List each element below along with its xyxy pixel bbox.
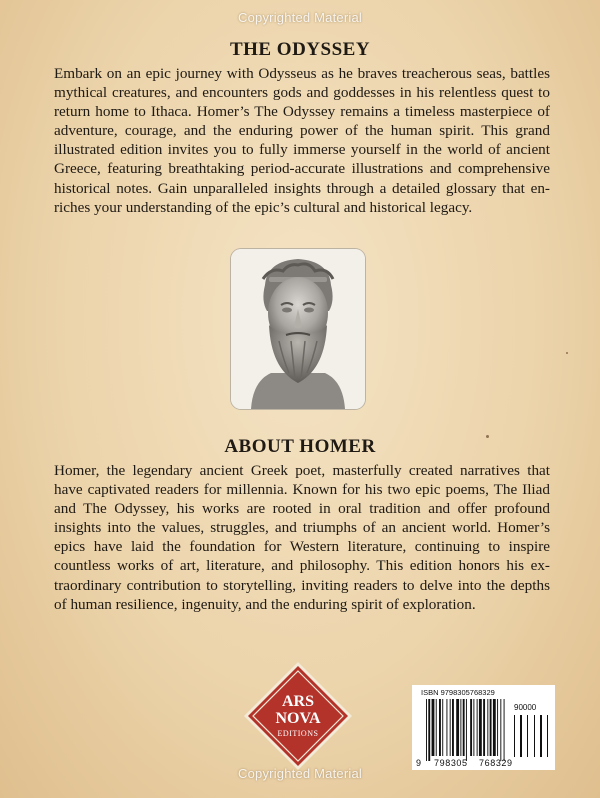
barcode-bar [500,699,501,761]
watermark-bottom: Copyrighted Material [238,766,362,781]
addon-bar [540,715,542,757]
barcode-bar [436,699,437,756]
logo-text-editions: EDITIONS [277,729,319,738]
barcode-bar [446,699,447,756]
logo-text-nova: NOVA [275,710,321,727]
publisher-logo-graphic [242,660,354,772]
barcode-bar [470,699,472,756]
about-homer-heading: ABOUT HOMER [224,436,376,457]
logo-text-ars: ARS [281,693,315,710]
barcode-bar [460,699,461,756]
addon-bar [527,715,528,757]
barcode-digits-left: 798305 [434,758,468,768]
homer-bust-image [231,249,365,409]
barcode-bar [473,699,474,756]
paper-speck [566,352,568,354]
barcode-bar [463,699,465,756]
barcode-bar [456,699,459,756]
barcode-digit-prefix: 9 [416,758,422,768]
odyssey-heading: THE ODYSSEY [229,39,371,60]
homer-bust-illustration [231,249,365,409]
ars-nova-logo [242,660,354,772]
addon-bar [514,715,515,757]
barcode-bar [483,699,485,756]
addon-bar [534,715,535,757]
isbn-barcode [412,685,555,770]
addon-bar [547,715,548,757]
barcode-bar [426,699,427,761]
barcode-bar [487,699,488,756]
barcode-bar [428,699,430,761]
barcode-bar [497,699,498,756]
barcode-digits-right: 768329 [479,758,513,768]
barcode-bar [442,699,443,756]
isbn-label: ISBN 9798305768329 [421,688,495,697]
watermark-top: Copyrighted Material [238,10,362,25]
price-code: 90000 [514,703,537,712]
barcode-bar [450,699,451,756]
about-homer-description: Homer, the legendary ancient Greek poet, masterfully created narratives that have captivated readers for millennia. Known for his two epic poems, The Iliad and The Odyssey, his works are rooted in oral tradition and offer profound insights into the values, struggles, and triumphs of an ancient world. Homer’s epics have laid the foundation for Western literature, continuing to inspire countless works of art, literature, and philosophy. This edition honors his ex-traordinary contribution to storytelling, inviting readers to delve into the depths of human resilience, ingenuity, and the enduring spirit of exploration. [54,462,550,613]
barcode-bar [479,699,482,756]
barcode-bar [490,699,492,756]
barcode-bar [439,699,441,756]
addon-bar [520,715,522,757]
odyssey-description: Embark on an epic journey with Odysseus as he braves treacherous seas, battles mythical creatures, and encounters gods and goddesses in his relentless quest to return home to Ithaca. Homer’s The Odyssey remains a timeless masterpiece of adventure, courage, and the enduring power of the human spirit. This grand illustrated edition invites you to fully immerse yourself in the world of ancient Greece, featuring breathtaking period-accurate illustrations and comprehensive historical notes. Gain unparalleled insights through a detailed glossary that en-riches your understanding of the epic’s cultural and historical legacy. [54,65,550,216]
barcode-bar [452,699,454,756]
paper-speck [486,435,489,438]
barcode-bar [477,699,478,756]
barcode-bar [504,699,505,761]
barcode-bar [493,699,496,756]
barcode-bar [466,699,467,761]
barcode-bar [432,699,435,756]
